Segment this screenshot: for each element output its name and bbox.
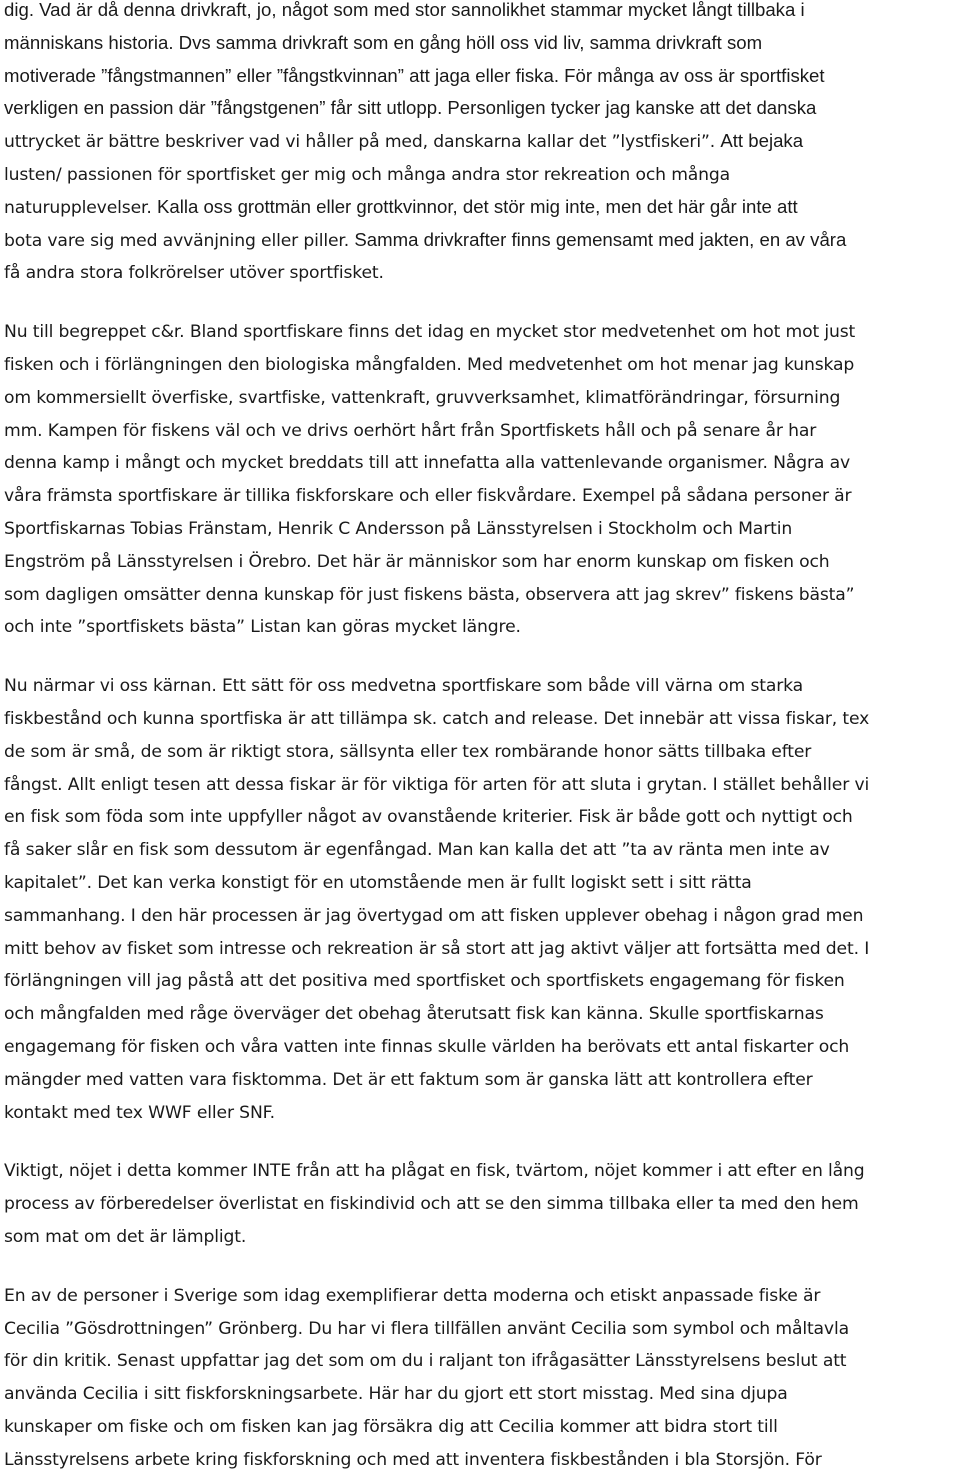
text-line — [4, 936, 869, 961]
text-run: de som är små, de som är riktigt stora, sällsynta eller tex rombärande honor sätts tillbaka efter — [4, 741, 812, 762]
text-line — [4, 1067, 813, 1092]
text-run: sammanhang. I den här processen är jag övertygad om att fisken upplever obehag i någon grad men — [4, 905, 864, 926]
text-run: kontakt med tex WWF eller SNF. — [4, 1102, 275, 1123]
text-run: en fisk som föda som inte uppfyller något av ovanstående kriterier. Fisk är både gott och nyttigt och — [4, 807, 853, 828]
text-run: fiskbestånd och kunna sportfiska är att tillämpa sk. catch and release. Det innebär att vissa fiskar, tex — [4, 709, 870, 729]
text-run: förlängningen vill jag påstå att det positiva med sportfisket och sportfiskets engagemang för fisken — [4, 971, 845, 992]
text-line — [4, 319, 855, 344]
text-run: engagemang för fisken och våra vatten inte finnas skulle världen ha berövats ett antal fiskarter och — [4, 1037, 850, 1057]
text-run: Engström på Länsstyrelsen i Örebro. Det här är människor som har enorm kunskap om fisken och — [4, 551, 830, 572]
text-run: Cecilia ”Gösdrottningen” Grönberg. Du har vi flera tillfällen använt Cecilia som symbol och måltavla — [4, 1318, 849, 1339]
text-line — [4, 352, 854, 377]
text-line — [4, 1191, 859, 1216]
text-run: kapitalet”. Det kan verka konstigt för en utomstående men är fullt logiskt sett i sitt rätta — [4, 873, 752, 893]
text-line — [4, 1100, 275, 1125]
text-line — [4, 418, 816, 443]
text-run: kunskaper om fiske och om fisken kan jag försäkra dig att Cecilia kommer att bidra stort till — [4, 1417, 778, 1437]
text-line — [4, 162, 730, 187]
text-line — [4, 1447, 822, 1472]
text-run: Kalla oss grottmän eller grottkvinnor, det stör mig inte, men det här går inte att — [156, 195, 798, 217]
text-run: Nu närmar vi oss kärnan. Ett sätt för oss medvetna sportfiskare som både vill värna om starka — [4, 676, 804, 697]
text-line — [4, 516, 792, 541]
text-run: lusten/ passionen för sportfisket ger mig och många andra stor rekreation och många — [4, 165, 731, 185]
text-run: mm. Kampen för fiskens väl och ve drivs oerhört hårt från Sportfiskets håll och på senare år har — [4, 420, 817, 441]
text-line — [4, 129, 803, 154]
text-line — [4, 260, 384, 285]
text-line — [4, 1414, 778, 1439]
text-run: process av förberedelser överlistat en fiskindivid och att se den simma tillbaka eller ta med den hem — [4, 1194, 859, 1215]
text-line — [4, 614, 521, 639]
text-run: fisken och i förlängningen den biologiska mångfalden. Med medvetenhet om hot menar jag kunskap — [4, 355, 855, 375]
text-line — [4, 739, 811, 764]
text-line — [4, 673, 803, 698]
text-line — [4, 706, 869, 731]
text-line — [4, 582, 854, 607]
text-run: dig. Vad är då denna drivkraft, jo, något som med stor sannolikhet stammar mycket långt tillbaka i — [4, 0, 805, 20]
text-line — [4, 96, 816, 120]
text-run: få saker slår en fisk som dessutom är egenfångad. Man kan kalla det att ”ta av ränta men inte av — [4, 840, 830, 861]
text-run: denna kamp i mångt och mycket breddats till att innefatta alla vattenlevande organismer. Några av — [4, 453, 850, 474]
text-line — [4, 903, 863, 928]
text-run: En av de personer i Sverige som idag exemplifierar detta moderna och etiskt anpassade fiske är — [4, 1285, 821, 1306]
text-run: naturupplevelser. — [4, 197, 157, 218]
text-run: verkligen en passion där ”fångstgenen” får sitt utlopp. Personligen tycker jag kanske att det danska — [4, 97, 817, 119]
text-line — [4, 1034, 849, 1059]
text-run: och mångfalden med råge överväger det obehag återutsatt fisk kan känna. Skulle sportfiskarnas — [4, 1004, 824, 1025]
text-run: bota vare sig med avvänjning eller piller. — [4, 230, 355, 251]
text-run: som mat om det är lämpligt. — [4, 1227, 247, 1247]
text-run: uttrycket är bättre beskriver vad vi håller på med, danskarna kallar det ”lystfiskeri”. — [4, 132, 721, 153]
text-run: Viktigt, nöjet i detta kommer INTE från att ha plågat en fisk, tvärtom, nöjet kommer i att efter en lång — [4, 1161, 865, 1182]
text-run: som dagligen omsätter denna kunskap för just fiskens bästa, observera att jag skrev” fiskens bästa” — [4, 584, 855, 605]
text-run: om kommersiellt överfiske, svartfiske, vattenkraft, gruvverksamhet, klimatförändringar, försurning — [4, 387, 841, 408]
text-run: motiverade ”fångstmannen” eller ”fångstkvinnan” att jaga eller fiska. För många av oss är sportfisket — [4, 64, 825, 86]
text-line — [4, 1224, 246, 1249]
text-run: få andra stora folkrörelser utöver sportfisket. — [4, 263, 384, 284]
text-line — [4, 772, 869, 797]
text-line — [4, 1283, 820, 1308]
text-line — [4, 1001, 824, 1026]
text-line — [4, 64, 825, 88]
text-line — [4, 228, 846, 253]
text-line — [4, 450, 850, 475]
text-line — [4, 804, 853, 829]
text-line — [4, 483, 851, 508]
text-run: Samma drivkrafter finns gemensamt med jakten, en av våra — [354, 228, 847, 250]
text-line — [4, 549, 830, 574]
text-run: för din kritik. Senast uppfattar jag det som om du i raljant ton ifrågasätter Länsstyrelsens beslut att — [4, 1351, 847, 1372]
text-run: Länsstyrelsens arbete kring fiskforskning och med att inventera fiskbestånden i bla Storsjön. För — [4, 1449, 822, 1470]
text-line — [4, 968, 845, 993]
text-line — [4, 1158, 865, 1183]
text-line — [4, 31, 762, 55]
text-run: människans historia. Dvs samma drivkraft som en gång höll oss vid liv, samma drivkraft som — [4, 31, 763, 53]
text-line — [4, 195, 798, 220]
text-run: Nu till begreppet c&r. Bland sportfiskare finns det idag en mycket stor medvetenhet om hot mot just — [4, 322, 856, 343]
text-line — [4, 1381, 788, 1406]
text-run: våra främsta sportfiskare är tillika fiskforskare och eller fiskvårdare. Exempel på sådana personer är — [4, 486, 852, 507]
text-run: Sportfiskarnas Tobias Fränstam, Henrik C Andersson på Länsstyrelsen i Stockholm och Martin — [4, 519, 793, 539]
text-line — [4, 385, 840, 410]
text-line — [4, 837, 830, 862]
text-run: använda Cecilia i sitt fiskforskningsarbete. Här har du gjort ett stort misstag. Med sina djupa — [4, 1384, 788, 1405]
text-run: mängder med vatten vara fisktomma. Det är ett faktum som är ganska lätt att kontrollera efter — [4, 1069, 813, 1090]
text-line — [4, 1348, 846, 1373]
text-line — [4, 1316, 849, 1341]
text-run: Att bejaka — [720, 130, 804, 152]
text-line — [4, 0, 805, 22]
text-run: mitt behov av fisket som intresse och rekreation är så stort att jag aktivt väljer att fortsätta med det. I — [4, 938, 870, 959]
text-run: fångst. Allt enligt tesen att dessa fiskar är för viktiga för arten för att sluta i grytan. I stället behåller vi — [4, 774, 870, 795]
text-run: och inte ”sportfiskets bästa” Listan kan göras mycket längre. — [4, 617, 521, 638]
text-line — [4, 870, 752, 895]
